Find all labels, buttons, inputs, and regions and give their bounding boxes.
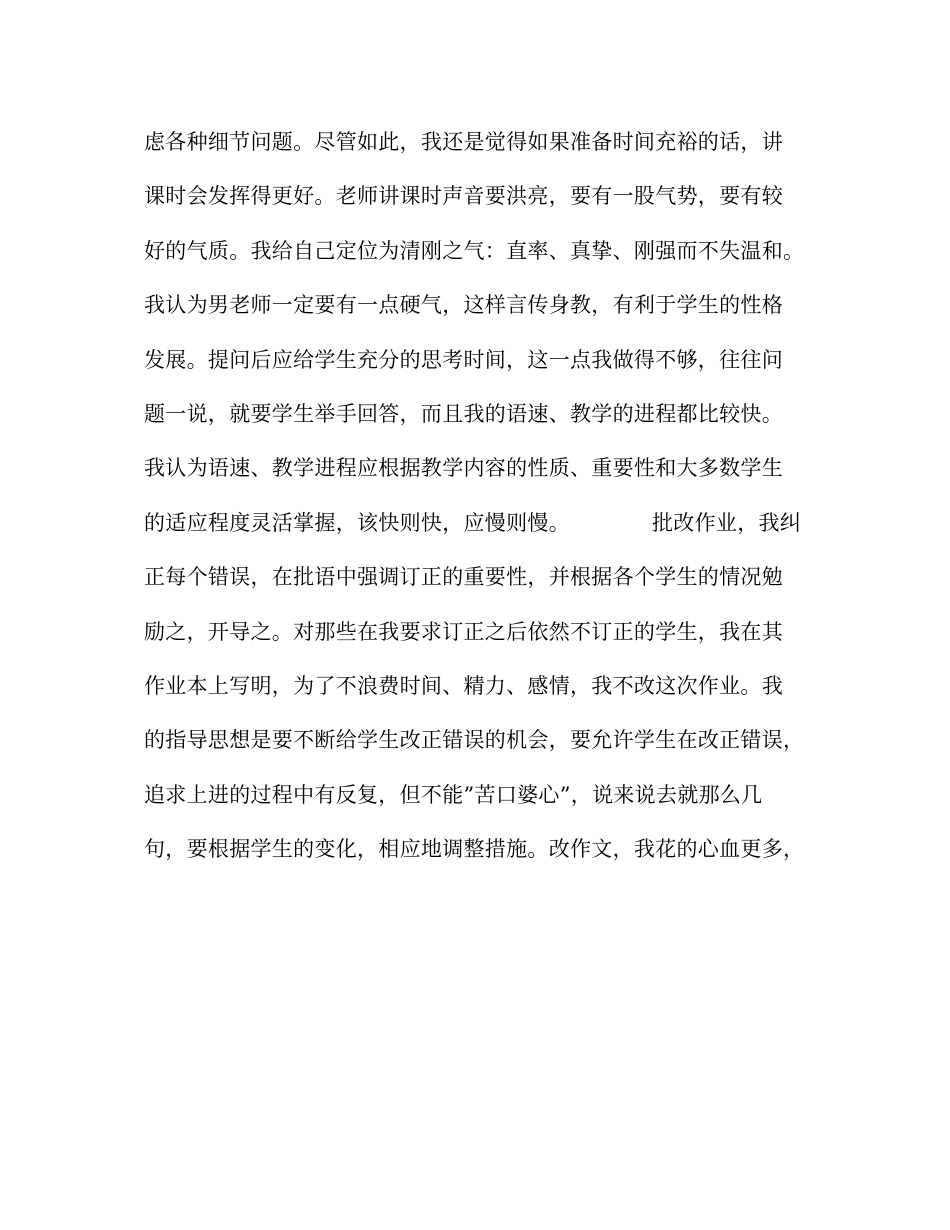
text-line-9: 正每个错误，在批语中强调订正的重要性，并根据各个学生的情况勉 [144,565,783,590]
text-line-11: 作业本上写明，为了不浪费时间、精力、感情，我不改这次作业。我 [144,673,783,698]
text-line-3: 好的气质。我给自己定位为清刚之气：直率、真挚、刚强而不失温和。 [144,238,805,263]
paragraph-end-text: 的适应程度灵活掌握，该快则快，应慢则慢。 [144,510,570,535]
paragraph-start-text: 批改作业，我纠 [652,510,802,535]
text-line-14: 句，要根据学生的变化，相应地调整措施。改作文，我花的心血更多， [144,837,805,862]
text-line-4: 我认为男老师一定要有一点硬气，这样言传身教，有利于学生的性格 [144,293,783,318]
text-line-6: 题一说，就要学生举手回答，而且我的语速、教学的进程都比较快。 [144,401,783,426]
text-line-5: 发展。提问后应给学生充分的思考时间，这一点我做得不够，往往问 [144,347,783,372]
text-line-1: 虑各种细节问题。尽管如此，我还是觉得如果准备时间充裕的话，讲 [144,130,783,154]
body-text [144,121,834,882]
text-line-8 [144,502,834,556]
text-line-2: 课时会发挥得更好。老师讲课时声音要洪亮，要有一股气势，要有较 [144,184,783,209]
text-line-7: 我认为语速、教学进程应根据教学内容的性质、重要性和大多数学生 [144,456,783,481]
text-line-10: 励之，开导之。对那些在我要求订正之后依然不订正的学生，我在其 [144,619,783,644]
text-line-13: 追求上进的过程中有反复，但不能”苦口婆心”，说来说去就那么几 [144,782,763,807]
text-line-12: 的指导思想是要不断给学生改正错误的机会，要允许学生在改正错误， [144,728,805,753]
